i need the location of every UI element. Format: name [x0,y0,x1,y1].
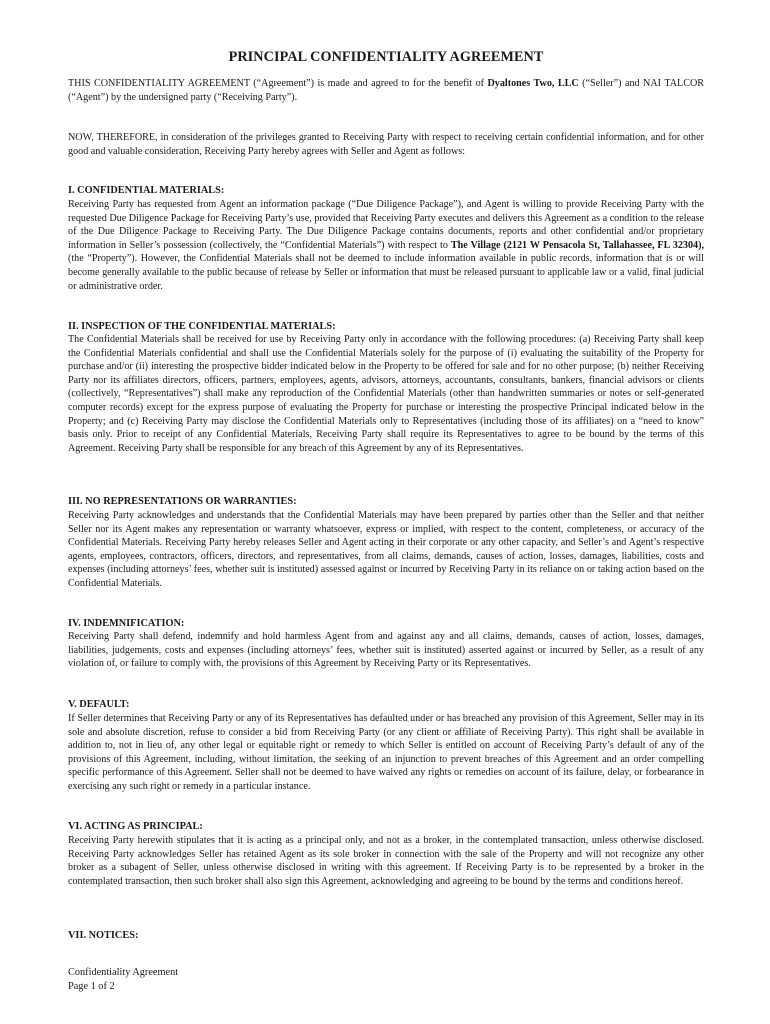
footer-page-number: Page 1 of 2 [68,980,115,992]
section-5-heading: V. DEFAULT: [68,699,130,710]
section-6-heading: VI. ACTING AS PRINCIPAL: [68,821,203,832]
now-therefore-paragraph: NOW, THEREFORE, in consideration of the privileges granted to Receiving Party with respect to receiving certain confidential information, and for other good and valuable consideration, Receiving Party hereby agrees with Seller and Agent as follows: [68,132,704,157]
section-1-text-start: Receiving Party has requested from Agent an information package (“Due Diligence Package”), and Agent is willing to provide Receiving Party with the requested Due Diligence Package for Receiving Party’s use, provided that Receiving Party executes and delivers this Agreement as a condition to the release of the Due Diligence Package to Receiving Party. The Due Diligence Package contains documents, reports and other confidential and/or proprietary information in Seller’s possession (collectively, the “Confidential Materials”) with respect to [68,199,704,251]
footer-document-name: Confidentiality Agreement [68,967,179,978]
section-1-text-end: (the “Property”). However, the Confidential Materials shall not be deemed to include information available in public records, information that is or will become generally available to the public because of release by Seller or information that must be released pursuant to applicable law or a valid, final judicial or administrative order. [68,253,704,292]
section-3-body: Receiving Party acknowledges and understands that the Confidential Materials may have been prepared by parties other than the Seller and that neither Seller nor its Agent makes any representation or warranty whatsoever, express or implied, with respect to the content, completeness, or accuracy of the Confidential Materials. Receiving Party hereby releases Seller and Agent acting in their corporate or any other capacity, and Seller’s and Agent’s respective agents, employees, contractors, officers, directors, and representatives, from all claims, demands, causes of action, losses, damages, liabilities, costs and expenses (including attorneys’ fees, whether suit is instituted) assessed against or incurred by Receiving Party in its reliance on or taking action based on the Confidential Materials. [68,510,704,589]
section-6-body: Receiving Party herewith stipulates that it is acting as a principal only, and not as a broker, in the contemplated transaction, unless otherwise disclosed. Receiving Party acknowledges Seller has retained Agent as its sole broker in connection with the sale of the Property and will not recognize any other broker as a subagent of Seller, unless otherwise disclosed in writing with this agreement. If Receiving Party is to be represented by a broker in the contemplated transaction, then such broker shall also sign this Agreement, acknowledging and agreeing to be bound by the terms and conditions hereof. [68,835,704,887]
page-footer [68,966,178,993]
document-title: PRINCIPAL CONFIDENTIALITY AGREEMENT [228,49,544,65]
section-1-heading: I. CONFIDENTIAL MATERIALS: [68,185,225,196]
section-2-heading: II. INSPECTION OF THE CONFIDENTIAL MATERIALS: [68,321,336,332]
intro-text-start: THIS CONFIDENTIALITY AGREEMENT (“Agreement”) is made and agreed to for the benefit of [68,78,488,89]
section-3-heading: III. NO REPRESENTATIONS OR WARRANTIES: [68,496,297,507]
section-1-body [68,198,704,293]
section-7-heading: VII. NOTICES: [68,930,139,941]
section-2-body: The Confidential Materials shall be received for use by Receiving Party only in accordance with the following procedures: (a) Receiving Party shall keep the Confidential Materials confidential and shall use the Confidential Materials solely for the purpose of (i) evaluating the suitability of the Property for purchase and/or (ii) interesting the prospective bidder indicated below in the Property to be offered for sale and for no other purpose; (b) neither Receiving Party nor its affiliates directors, officers, partners, employees, agents, advisors, attorneys, accountants, consultants, bankers, financial advisors or clients (collectively, “Representatives”) shall make any reproduction of the Confidential Materials (other than handwritten summaries or notes or self-generated computer records) except for the express purpose of evaluating the Property for purchase or interesting the prospective Principal indicated below in the Property; and (c) Receiving Party may disclose the Confidential Materials only to Representatives (including those of its affiliates) on a “need to know” basis only. Prior to receipt of any Confidential Materials, Receiving Party shall require its Representatives to agree to be bound by the terms of this Agreement. Receiving Party shall be responsible for any breach of this Agreement by any of its Representatives. [68,334,704,454]
intro-text-end: (“Seller”) and NAI TALCOR (“Agent”) by the undersigned party (“Receiving Party”). [68,78,705,103]
section-5-body: If Seller determines that Receiving Party or any of its Representatives has defaulted under or has breached any provision of this Agreement, Seller may in its sole and absolute discretion, refuse to consider a bid from Receiving Party (or any client or affiliate of Receiving Party). This right shall be available in addition to, not in lieu of, any other legal or equitable right or remedy to which Seller is entitled on account of Receiving Party’s default of any of the provisions of this Agreement, including, without limitation, the seeking of an injunction to prevent breaches of this Agreement and an order compelling specific performance of this Agreement. Seller shall not be deemed to have waived any rights or remedies on account of its failure, delay, or forbearance in exercising any such right or remedy in a particular instance. [68,713,704,792]
property-name: The Village (2121 W Pensacola St, Tallahassee, FL 32304), [450,239,704,251]
section-4-body: Receiving Party shall defend, indemnify and hold harmless Agent from and against any and all claims, demands, causes of action, losses, damages, liabilities, judgements, costs and expenses (including attorneys’ fees, whether suit is instituted) asserted against or incurred by Seller, as a result of any violation of, or failure to comply with, the provisions of this Agreement by Receiving Party or its Representatives. [68,631,704,670]
intro-paragraph [68,77,704,104]
seller-name: Dyaltones Two, LLC [487,78,579,89]
section-4-heading: IV. INDEMNIFICATION: [68,618,185,629]
